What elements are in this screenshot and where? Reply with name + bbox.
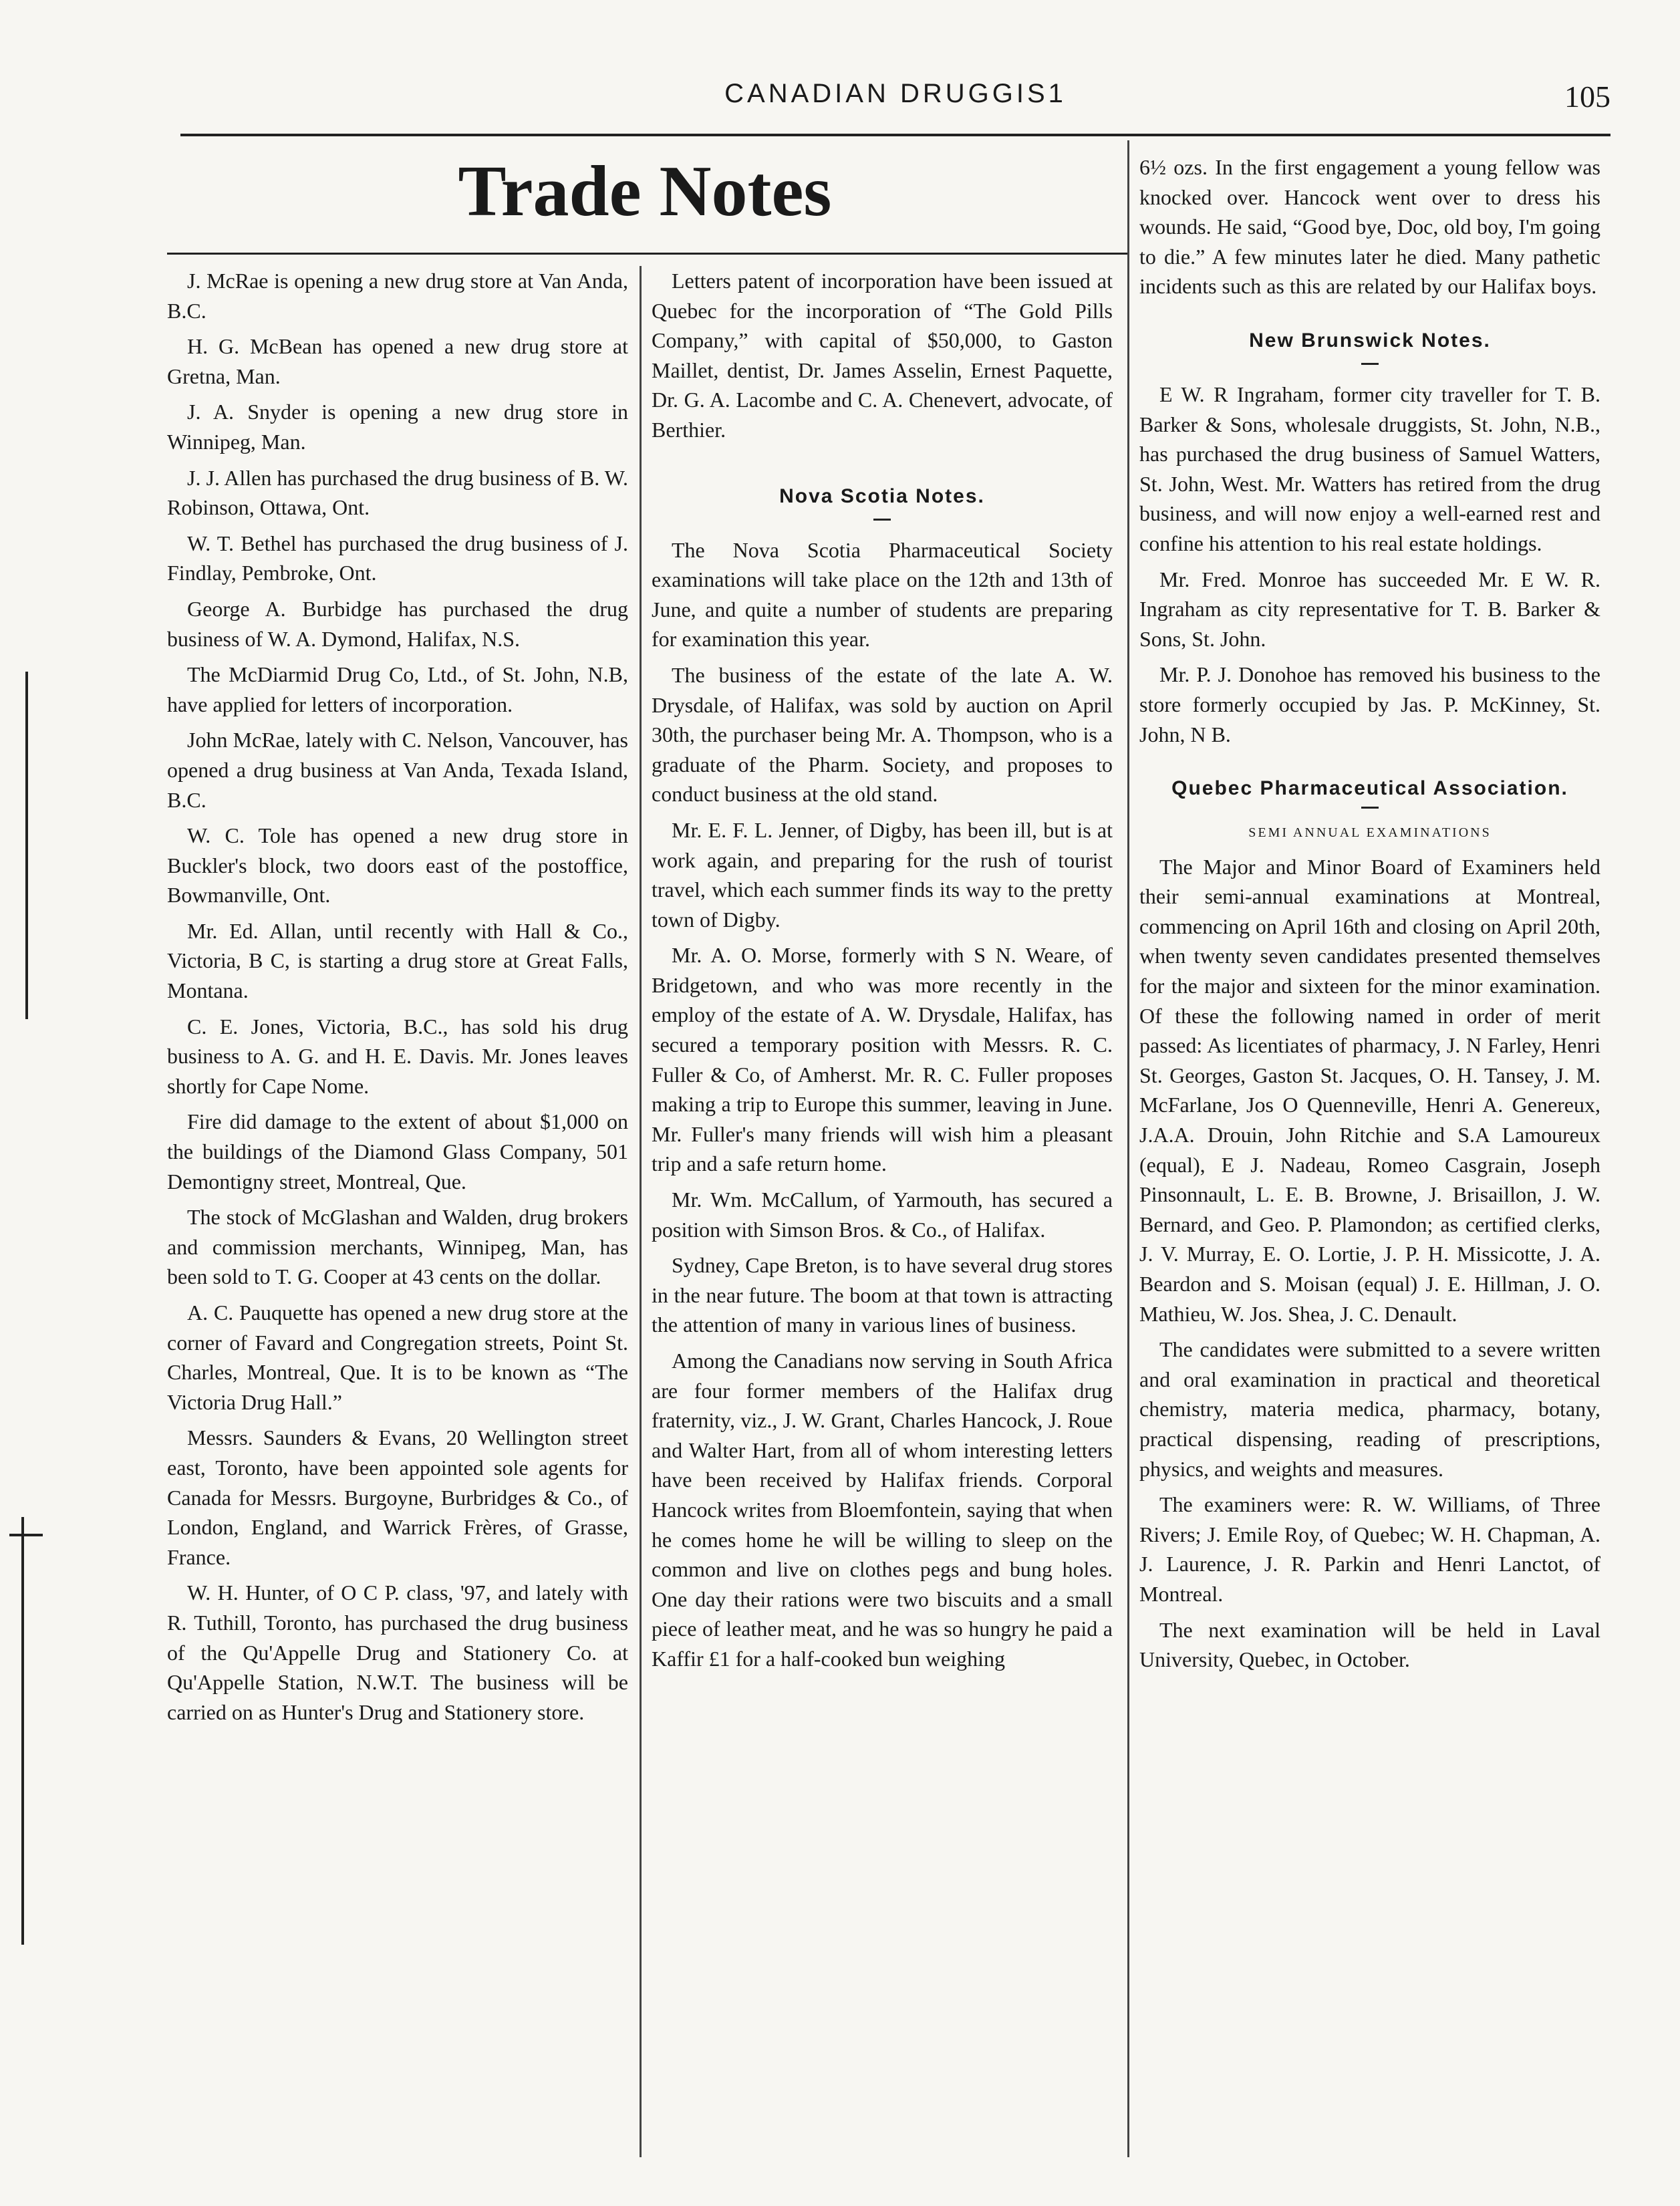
section-title-new-brunswick: New Brunswick Notes. bbox=[1249, 329, 1491, 352]
column-divider-1 bbox=[640, 266, 642, 2157]
paragraph: Among the Canadians now serving in South Africa are four former members of the Halifax drug fraternity, viz., J. W. Grant, Charles Hancock, J. Roue and Walter Hart, from all of whom interesting letters have been received by Halifax friends. Corporal Hancock writes from Bloemfontein, saying that when he comes home he will be willing to sleep on the common and live on clothes pegs and bung holes. One day their rations were two biscuits and a small piece of leather meat, and he was so hungry he paid a Kaffir £1 for a half-cooked bun weighing bbox=[652, 1349, 1113, 1671]
paragraph: Letters patent of incorporation have been issued at Quebec for the incorporation of “The Gold Pills Company,” with capital of $50,000, to Gaston Maillet, dentist, Dr. James Asselin, Ernest Paquette, Dr. G. A. Lacombe and C. A. Chenevert, advocate, of Berthier. bbox=[652, 269, 1113, 442]
heading-rule bbox=[167, 253, 1129, 255]
column-3 bbox=[1139, 152, 1600, 1681]
paragraph: The McDiarmid Drug Co, Ltd., of St. John, N.B, have applied for letters of incorporation. bbox=[167, 662, 628, 716]
section-title-quebec: Quebec Pharmaceutical Association. bbox=[1171, 777, 1568, 800]
paragraph: J. J. Allen has purchased the drug business of B. W. Robinson, Ottawa, Ont. bbox=[167, 465, 628, 520]
running-title: CANADIAN DRUGGIS1 bbox=[724, 79, 1067, 108]
paragraph: J. McRae is opening a new drug store at Van Anda, B.C. bbox=[167, 269, 628, 323]
paragraph: The candidates were submitted to a severe written and oral examination in practical and theoretical chemistry, materia medica, pharmacy, botany, practical dispensing, reading of prescriptions, physics, and weights and measures. bbox=[1139, 1337, 1600, 1481]
section-title-nova-scotia: Nova Scotia Notes. bbox=[779, 485, 985, 507]
paragraph: George A. Burbidge has purchased the drug business of W. A. Dymond, Halifax, N.S. bbox=[167, 596, 628, 651]
section-dash bbox=[873, 519, 891, 521]
margin-mark-line bbox=[25, 672, 28, 1019]
column-1 bbox=[167, 266, 628, 1733]
section-dash bbox=[1361, 807, 1379, 809]
paragraph: 6½ ozs. In the first engagement a young fellow was knocked over. Hancock went over to dress his wounds. He said, “Good bye, Doc, old boy, I'm going to die.” A few minutes later he died. Many pathetic incidents such as this are related by our Halifax boys. bbox=[1139, 155, 1600, 299]
paragraph: Sydney, Cape Breton, is to have several drug stores in the near future. The boom at that town is attracting the attention of many in various lines of business. bbox=[652, 1253, 1113, 1337]
page-number: 105 bbox=[1564, 80, 1611, 114]
paragraph: H. G. McBean has opened a new drug store at Gretna, Man. bbox=[167, 334, 628, 388]
paragraph: Mr. E. F. L. Jenner, of Digby, has been ill, but is at work again, and preparing for the rush of tourist travel, which each summer finds its way to the pretty town of Digby. bbox=[652, 817, 1113, 932]
paragraph: John McRae, lately with C. Nelson, Vancouver, has opened a drug business at Van Anda, Texada Island, B.C. bbox=[167, 728, 628, 812]
paragraph: Mr. A. O. Morse, formerly with S N. Weare, of Bridgetown, and who was more recently in the employ of the estate of A. W. Drysdale, Halifax, has secured a temporary position with Messrs. R. C. Fuller & Co, of Amherst. Mr. R. C. Fuller proposes making a trip to Europe this summer, leaving in June. Mr. Fuller's many friends will wish him a pleasant trip and a safe return home. bbox=[652, 943, 1113, 1176]
paragraph: W. T. Bethel has purchased the drug business of J. Findlay, Pembroke, Ont. bbox=[167, 531, 628, 585]
paragraph: W. C. Tole has opened a new drug store in Buckler's block, two doors east of the postoffice, Bowmanville, Ont. bbox=[167, 823, 628, 908]
column-divider-2 bbox=[1127, 140, 1129, 2157]
paragraph: The Nova Scotia Pharmaceutical Society examinations will take place on the 12th and 13th of June, and quite a number of students are preparing for examination this year. bbox=[652, 537, 1113, 652]
paragraph: C. E. Jones, Victoria, B.C., has sold his drug business to A. G. and H. E. Davis. Mr. Jones leaves shortly for Cape Nome. bbox=[167, 1014, 628, 1098]
paragraph: Mr. Fred. Monroe has succeeded Mr. E W. R. Ingraham as city representative for T. B. Barker & Sons, St. John. bbox=[1139, 567, 1600, 651]
section-subtitle: SEMI ANNUAL EXAMINATIONS bbox=[1248, 825, 1492, 841]
paragraph: Messrs. Saunders & Evans, 20 Wellington street east, Toronto, have been appointed sole agents for Canada for Messrs. Burgoyne, Burbridges & Co., of London, England, and Warrick Frères, of Grasse, France. bbox=[167, 1425, 628, 1569]
margin-mark-tick bbox=[9, 1534, 43, 1536]
column-2 bbox=[652, 266, 1113, 1680]
paragraph: The business of the estate of the late A. W. Drysdale, of Halifax, was sold by auction on April 30th, the purchaser being Mr. A. Thompson, who is a graduate of the Pharm. Society, and proposes to conduct business at the old stand. bbox=[652, 662, 1113, 807]
paragraph: The stock of McGlashan and Walden, drug brokers and commission merchants, Winnipeg, Man, has been sold to T. G. Cooper at 43 cents on the dollar. bbox=[167, 1205, 628, 1289]
section-dash bbox=[1361, 363, 1379, 365]
paragraph: Mr. P. J. Donohoe has removed his business to the store formerly occupied by Jas. P. McKinney, St. John, N B. bbox=[1139, 662, 1600, 746]
paragraph: J. A. Snyder is opening a new drug store in Winnipeg, Man. bbox=[167, 400, 628, 454]
paragraph: W. H. Hunter, of O C P. class, '97, and lately with R. Tuthill, Toronto, has purchased the drug business of the Qu'Appelle Drug and Stationery Co. at Qu'Appelle Station, N.W.T. The business will be carried on as Hunter's Drug and Stationery store. bbox=[167, 1580, 628, 1724]
paragraph: Mr. Ed. Allan, until recently with Hall & Co., Victoria, B C, is starting a drug store at Great Falls, Montana. bbox=[167, 918, 628, 1003]
margin-mark-line bbox=[21, 1517, 24, 1945]
paragraph: E W. R Ingraham, former city traveller for T. B. Barker & Sons, wholesale druggists, St. John, N.B., has purchased the drug business of Samuel Watters, St. John, West. Mr. Watters has retired from the drug business, and will now enjoy a well-earned rest and confine his attention to his real estate holdings. bbox=[1139, 382, 1600, 555]
paragraph: Mr. Wm. McCallum, of Yarmouth, has secured a position with Simson Bros. & Co., of Halifax. bbox=[652, 1188, 1113, 1242]
paragraph: The Major and Minor Board of Examiners held their semi-annual examinations at Montreal, commencing on April 16th and closing on April 20th, when twenty seven candidates presented themselves for the major and sixteen for the minor examination. Of these the following named in order of merit passed: As licentiates of pharmacy, J. N Farley, Henri St. Georges, Gaston St. Jacques, O. H. Tansey, J. M. McFarlane, Jos O Quenneville, Henri A. Genereux, J.A.A. Drouin, John Ritchie and S.A Lamoureux (equal), E J. Nadeau, Romeo Casgrain, Joseph Pinsonnault, L. E. B. Browne, J. Brisaillon, J. W. Bernard, and Geo. P. Plamondon; as certified clerks, J. V. Murray, E. O. Lortie, J. P. H. Missicotte, J. A. Beardon and S. Moisan (equal) J. E. Hillman, J. O. Mathieu, W. Jos. Shea, J. C. Denault. bbox=[1139, 854, 1600, 1326]
paragraph: Fire did damage to the extent of about $1,000 on the buildings of the Diamond Glass Company, 501 Demontigny street, Montreal, Que. bbox=[167, 1109, 628, 1194]
paragraph: The examiners were: R. W. Williams, of Three Rivers; J. Emile Roy, of Quebec; W. H. Chapman, A. J. Laurence, J. R. Parkin and Henri Lanctot, of Montreal. bbox=[1139, 1492, 1600, 1606]
page-header bbox=[180, 79, 1611, 136]
paragraph: A. C. Pauquette has opened a new drug store at the corner of Favard and Congregation streets, Point St. Charles, Montreal, Que. It is to be known as “The Victoria Drug Hall.” bbox=[167, 1300, 628, 1414]
paragraph: The next examination will be held in Laval University, Quebec, in October. bbox=[1139, 1617, 1600, 1672]
article-heading: Trade Notes bbox=[458, 152, 832, 231]
